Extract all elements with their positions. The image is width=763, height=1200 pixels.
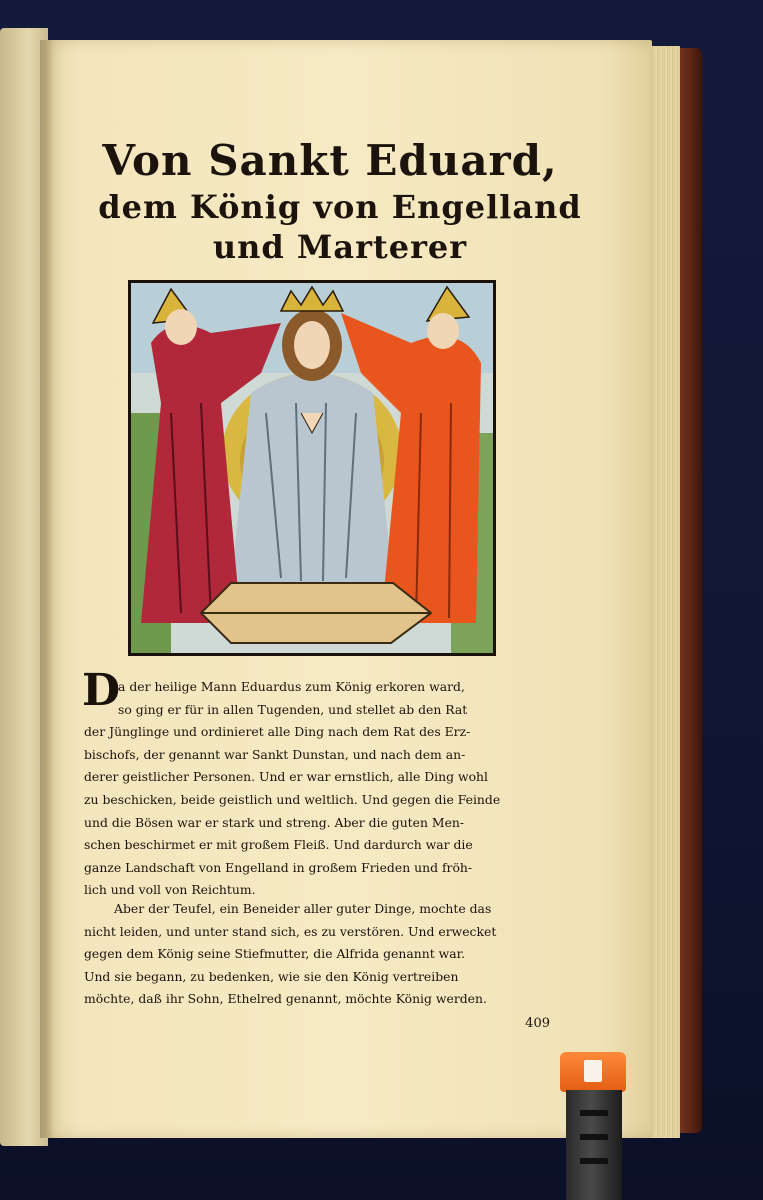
woodcut-drawing bbox=[131, 283, 493, 653]
text-line: schen beschirmet er mit großem Fleiß. Und dardurch war die bbox=[84, 837, 473, 853]
page-number: 409 bbox=[525, 1016, 550, 1031]
text-line: nicht leiden, und unter stand sich, es zu verstören. Und erwecket bbox=[84, 923, 497, 939]
chapter-title-line-2: dem König von Engelland bbox=[98, 188, 582, 226]
paragraph-1 bbox=[84, 676, 550, 902]
clip-body bbox=[566, 1090, 622, 1200]
text-line: a der heilige Mann Eduardus zum König erkoren ward, bbox=[118, 679, 465, 694]
chapter-title-line-3: und Marterer bbox=[212, 228, 468, 266]
text-line: derer geistlicher Personen. Und er war ernstlich, alle Ding wohl bbox=[84, 769, 488, 785]
chapter-title-line-1: Von Sankt Eduard, bbox=[102, 136, 558, 185]
text-line: Und sie begann, zu bedenken, wie sie den König vertreiben bbox=[84, 968, 459, 984]
text-line: möchte, daß ihr Sohn, Ethelred genannt, möchte König werden. bbox=[84, 991, 487, 1007]
clip-slot bbox=[584, 1060, 602, 1082]
page-gutter-shadow bbox=[40, 40, 54, 1138]
clip-rib bbox=[580, 1134, 608, 1140]
coronation-woodcut-illustration bbox=[128, 280, 496, 656]
text-line: bischofs, der genannt war Sankt Dunstan, und nach dem an- bbox=[84, 746, 466, 762]
text-line: ganze Landschaft von Engelland in großem Frieden und fröh- bbox=[84, 859, 473, 875]
text-line: so ging er für in allen Tugenden, und stellet ab den Rat bbox=[118, 701, 468, 717]
text-line: Aber der Teufel, ein Beneider aller guter Dinge, mochte das bbox=[114, 901, 492, 916]
page-stack-edge bbox=[648, 46, 680, 1138]
text-line: und die Bösen war er stark und streng. Aber die guten Men- bbox=[84, 814, 465, 830]
bookmark-clip-icon bbox=[560, 1052, 626, 1092]
text-line: der Jünglinge und ordinieret alle Ding nach dem Rat des Erz- bbox=[84, 724, 471, 740]
text-line: zu beschicken, beide geistlich und weltlich. Und gegen die Feinde bbox=[84, 791, 501, 807]
paragraph-2 bbox=[84, 898, 550, 1011]
text-line: lich und voll von Reichtum. bbox=[84, 882, 256, 898]
clip-rib bbox=[580, 1158, 608, 1164]
clip-rib bbox=[580, 1110, 608, 1116]
drop-cap-initial: D bbox=[82, 665, 121, 716]
text-line: gegen dem König seine Stiefmutter, die Alfrida genannt war. bbox=[84, 946, 466, 962]
